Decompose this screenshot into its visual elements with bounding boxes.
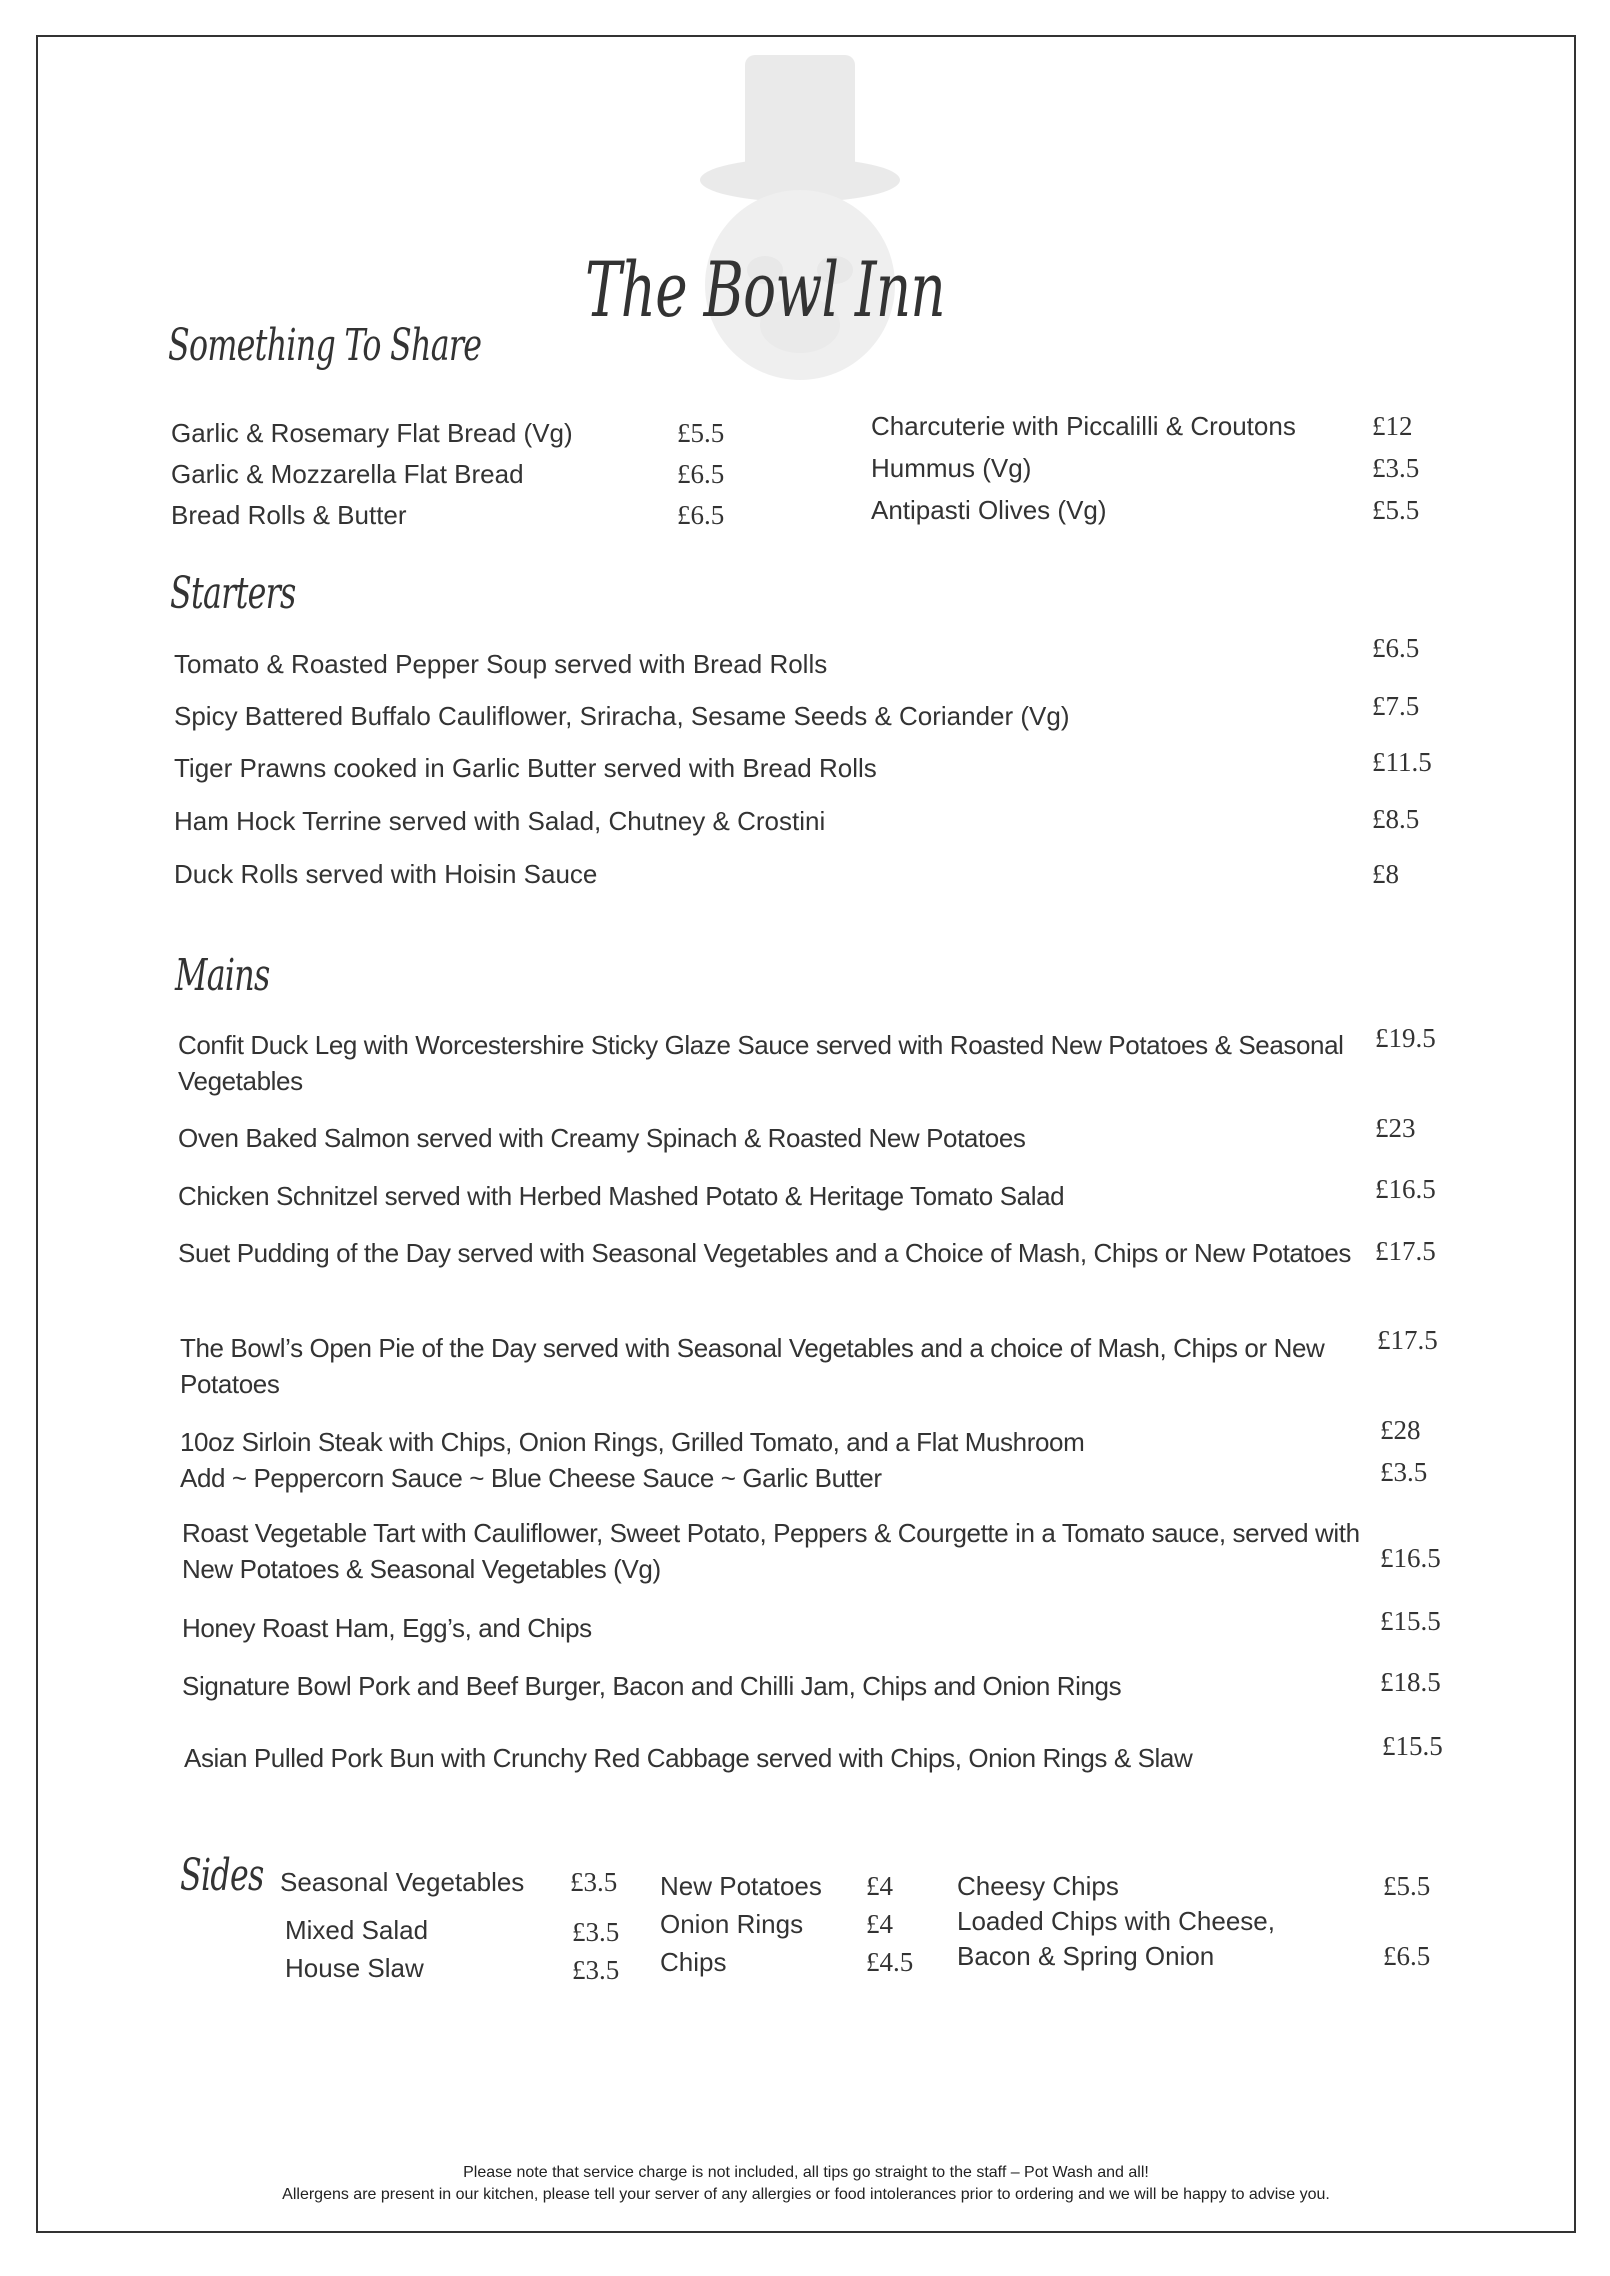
menu-item-price: £17.5 xyxy=(1375,1236,1436,1266)
menu-item-price: £3.5 xyxy=(1372,453,1420,483)
menu-item-name: The Bowl’s Open Pie of the Day served with Seasonal Vegetables and a choice of Mash, Chips or New Potatoes xyxy=(180,1333,1325,1399)
menu-item-price: £3.5 xyxy=(570,1867,618,1897)
menu-item-name: Garlic & Mozzarella Flat Bread xyxy=(171,459,524,489)
section-heading-starters: Starters xyxy=(170,568,296,619)
menu-item-price: £6.5 xyxy=(1372,633,1420,663)
menu-item-name: Oven Baked Salmon served with Creamy Spinach & Roasted New Potatoes xyxy=(178,1123,1026,1153)
menu-item-price: £5.5 xyxy=(677,418,725,448)
menu-item-name: Hummus (Vg) xyxy=(871,453,1032,483)
bulldog-logo-icon xyxy=(690,45,930,405)
menu-item-name: Asian Pulled Pork Bun with Crunchy Red Cabbage served with Chips, Onion Rings & Slaw xyxy=(184,1743,1193,1773)
menu-item-price: £3.5 xyxy=(1380,1457,1428,1487)
menu-item-price: £3.5 xyxy=(572,1955,620,1985)
menu-item-name: Spicy Battered Buffalo Cauliflower, Sriracha, Sesame Seeds & Coriander (Vg) xyxy=(174,701,1070,731)
menu-item-price: £6.5 xyxy=(677,500,725,530)
menu-item-price: £16.5 xyxy=(1375,1174,1436,1204)
menu-item-name: Roast Vegetable Tart with Cauliflower, Sweet Potato, Peppers & Courgette in a Tomato sauce, served with New Potatoes & Seasonal Vegetables (Vg) xyxy=(182,1518,1360,1584)
menu-item-name: Charcuterie with Piccalilli & Croutons xyxy=(871,411,1296,441)
menu-item-price: £15.5 xyxy=(1380,1606,1441,1636)
menu-item-price: £17.5 xyxy=(1377,1325,1438,1355)
menu-item-price: £3.5 xyxy=(572,1917,620,1947)
menu-item-price: £4 xyxy=(866,1909,893,1939)
menu-item-price: £7.5 xyxy=(1372,691,1420,721)
menu-item-name: Mixed Salad xyxy=(285,1915,429,1945)
menu-item-name: Bacon & Spring Onion xyxy=(957,1941,1215,1971)
menu-item-name: Bread Rolls & Butter xyxy=(171,500,407,530)
menu-item-price: £15.5 xyxy=(1382,1731,1443,1761)
footer-service-note: Please note that service charge is not included, all tips go straight to the staff – Pot Wash and all! xyxy=(463,2164,1149,2181)
section-heading-sides: Sides xyxy=(180,1850,264,1901)
restaurant-title: The Bowl Inn xyxy=(585,245,945,334)
menu-item-name: Signature Bowl Pork and Beef Burger, Bacon and Chilli Jam, Chips and Onion Rings xyxy=(182,1671,1122,1701)
menu-item-name: Suet Pudding of the Day served with Seasonal Vegetables and a Choice of Mash, Chips or New Potatoes xyxy=(178,1238,1352,1268)
menu-item-name: Antipasti Olives (Vg) xyxy=(871,495,1107,525)
menu-item-name: New Potatoes xyxy=(660,1871,822,1901)
menu-item-price: £4.5 xyxy=(866,1947,914,1977)
menu-item-price: £19.5 xyxy=(1375,1023,1436,1053)
menu-item-price: £18.5 xyxy=(1380,1667,1441,1697)
menu-item-name: Garlic & Rosemary Flat Bread (Vg) xyxy=(171,418,573,448)
menu-item-price: £28 xyxy=(1380,1415,1421,1445)
menu-item-name: Chicken Schnitzel served with Herbed Mashed Potato & Heritage Tomato Salad xyxy=(178,1181,1065,1211)
menu-item-price: £12 xyxy=(1372,411,1413,441)
menu-item-price: £6.5 xyxy=(677,459,725,489)
menu-item-price: £11.5 xyxy=(1372,747,1432,777)
section-heading-share: Something To Share xyxy=(168,320,482,371)
menu-item-name: Seasonal Vegetables xyxy=(280,1867,525,1897)
menu-item-name: Honey Roast Ham, Egg’s, and Chips xyxy=(182,1613,592,1643)
menu-item-name: Chips xyxy=(660,1947,727,1977)
menu-item-name: Cheesy Chips xyxy=(957,1871,1119,1901)
menu-item-name: Tiger Prawns cooked in Garlic Butter served with Bread Rolls xyxy=(174,753,877,783)
menu-item-price: £16.5 xyxy=(1380,1543,1441,1573)
menu-item-name: Tomato & Roasted Pepper Soup served with Bread Rolls xyxy=(174,649,828,679)
menu-item-name: Onion Rings xyxy=(660,1909,804,1939)
menu-item-price: £8 xyxy=(1372,859,1399,889)
menu-item-price: £6.5 xyxy=(1383,1941,1431,1971)
menu-item-name: Loaded Chips with Cheese, xyxy=(957,1906,1275,1936)
menu-item-name: Add ~ Peppercorn Sauce ~ Blue Cheese Sauce ~ Garlic Butter xyxy=(180,1463,882,1493)
menu-item-name: Ham Hock Terrine served with Salad, Chutney & Crostini xyxy=(174,806,826,836)
menu-item-price: £4 xyxy=(866,1871,893,1901)
menu-item-name: House Slaw xyxy=(285,1953,424,1983)
menu-item-name: Duck Rolls served with Hoisin Sauce xyxy=(174,859,598,889)
menu-item-price: £23 xyxy=(1375,1113,1416,1143)
menu-item-price: £5.5 xyxy=(1383,1871,1431,1901)
footer-allergen-note: Allergens are present in our kitchen, please tell your server of any allergies or food intolerances prior to ordering and we will be happy to advise you. xyxy=(282,2186,1330,2203)
menu-item-name: Confit Duck Leg with Worcestershire Sticky Glaze Sauce served with Roasted New Potatoes & Seasonal Vegetables xyxy=(178,1030,1344,1096)
menu-item-name: 10oz Sirloin Steak with Chips, Onion Rings, Grilled Tomato, and a Flat Mushroom xyxy=(180,1427,1085,1457)
menu-item-price: £8.5 xyxy=(1372,804,1420,834)
menu-item-price: £5.5 xyxy=(1372,495,1420,525)
section-heading-mains: Mains xyxy=(175,950,270,1001)
